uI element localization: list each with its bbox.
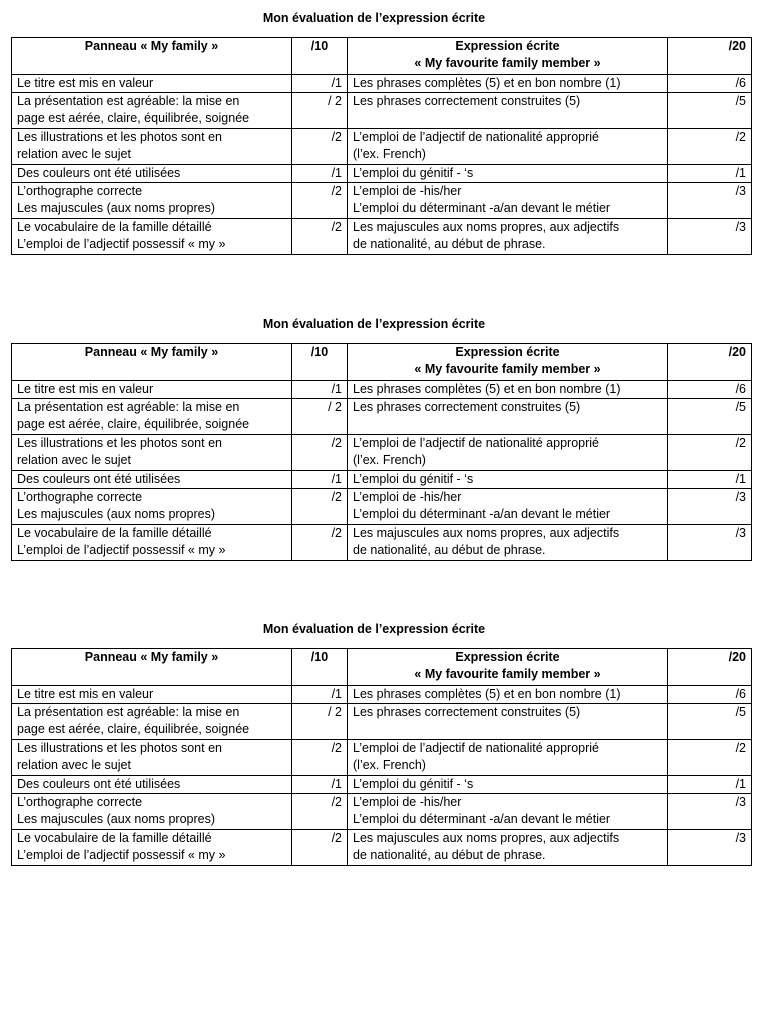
right-header: [348, 344, 668, 381]
evaluation-table: [11, 343, 752, 561]
criterion-line: Les illustrations et les photos sont en: [17, 741, 222, 755]
criterion-line: page est aérée, claire, équilibrée, soignée: [17, 111, 250, 125]
criterion-line: page est aérée, claire, équilibrée, soignée: [17, 417, 250, 431]
criterion-line: La présentation est agréable: la mise en: [17, 705, 240, 719]
right-score: /5: [668, 704, 752, 740]
table-row: [12, 740, 752, 776]
left-criterion: [12, 489, 292, 525]
right-header-line: « My favourite family member »: [414, 362, 601, 376]
left-header: Panneau « My family »: [12, 38, 292, 75]
criterion-line: (l’ex. French): [353, 758, 426, 772]
criterion-line: L’orthographe correcte: [17, 490, 143, 504]
right-criterion: [348, 704, 668, 740]
table-row: [12, 471, 752, 489]
criterion-line: Les majuscules aux noms propres, aux adjectifs: [353, 220, 620, 234]
header-row: [12, 38, 752, 75]
left-header: Panneau « My family »: [12, 344, 292, 381]
criterion-line: L’emploi du génitif - ‘s: [353, 472, 474, 486]
right-total: /20: [668, 38, 752, 75]
criterion-line: La présentation est agréable: la mise en: [17, 94, 240, 108]
left-criterion: [12, 183, 292, 219]
table-row: [12, 165, 752, 183]
criterion-line: Les illustrations et les photos sont en: [17, 130, 222, 144]
criterion-line: relation avec le sujet: [17, 453, 131, 467]
left-criterion: [12, 129, 292, 165]
criterion-line: Le vocabulaire de la famille détaillé: [17, 220, 212, 234]
left-criterion: [12, 525, 292, 561]
criterion-line: Des couleurs ont été utilisées: [17, 777, 181, 791]
right-score: /1: [668, 776, 752, 794]
left-criterion: [12, 704, 292, 740]
table-row: [12, 381, 752, 399]
criterion-line: Les illustrations et les photos sont en: [17, 436, 222, 450]
right-criterion: [348, 489, 668, 525]
right-score: /6: [668, 381, 752, 399]
criterion-line: L’emploi du déterminant -a/an devant le métier: [353, 201, 611, 215]
left-criterion: [12, 75, 292, 93]
left-total: /10: [292, 344, 348, 381]
left-criterion: [12, 435, 292, 471]
left-criterion: [12, 93, 292, 129]
criterion-line: Des couleurs ont été utilisées: [17, 472, 181, 486]
right-criterion: [348, 471, 668, 489]
criterion-line: Les majuscules (aux noms propres): [17, 201, 215, 215]
criterion-line: Les phrases complètes (5) et en bon nombre (1): [353, 76, 621, 90]
right-criterion: [348, 525, 668, 561]
table-row: [12, 75, 752, 93]
table-row: [12, 704, 752, 740]
left-criterion: [12, 399, 292, 435]
table-row: [12, 399, 752, 435]
right-score: /1: [668, 471, 752, 489]
left-score: /2: [292, 183, 348, 219]
right-criterion: [348, 794, 668, 830]
evaluation-table: [11, 37, 752, 255]
table-row: [12, 183, 752, 219]
left-score: /1: [292, 686, 348, 704]
table-row: [12, 489, 752, 525]
left-criterion: [12, 471, 292, 489]
right-criterion: [348, 399, 668, 435]
left-criterion: [12, 381, 292, 399]
right-criterion: [348, 93, 668, 129]
criterion-line: La présentation est agréable: la mise en: [17, 400, 240, 414]
right-score: /6: [668, 686, 752, 704]
criterion-line: L’emploi de -his/her: [353, 795, 462, 809]
left-criterion: [12, 740, 292, 776]
right-total: /20: [668, 344, 752, 381]
right-criterion: [348, 740, 668, 776]
criterion-line: Les phrases correctement construites (5): [353, 400, 581, 414]
header-row: [12, 649, 752, 686]
table-row: [12, 435, 752, 471]
right-criterion: [348, 381, 668, 399]
criterion-line: (l’ex. French): [353, 147, 426, 161]
criterion-line: Le vocabulaire de la famille détaillé: [17, 831, 212, 845]
right-score: /6: [668, 75, 752, 93]
left-criterion: [12, 219, 292, 255]
left-score: /2: [292, 489, 348, 525]
left-total: /10: [292, 38, 348, 75]
block-title: Mon évaluation de l’expression écrite: [262, 317, 486, 331]
table-row: [12, 776, 752, 794]
right-criterion: [348, 830, 668, 866]
criterion-line: L’emploi de l’adjectif possessif « my »: [17, 543, 226, 557]
criterion-line: Le titre est mis en valeur: [17, 687, 154, 701]
table-row: [12, 794, 752, 830]
criterion-line: L’emploi de l’adjectif de nationalité approprié: [353, 436, 599, 450]
criterion-line: Le vocabulaire de la famille détaillé: [17, 526, 212, 540]
right-score: /1: [668, 165, 752, 183]
right-score: /2: [668, 740, 752, 776]
right-score: /3: [668, 794, 752, 830]
table-row: [12, 93, 752, 129]
criterion-line: L’emploi de l’adjectif possessif « my »: [17, 237, 226, 251]
left-score: /2: [292, 740, 348, 776]
criterion-line: L’emploi de -his/her: [353, 490, 462, 504]
right-score: /3: [668, 183, 752, 219]
right-criterion: [348, 129, 668, 165]
criterion-line: Le titre est mis en valeur: [17, 382, 154, 396]
right-header-line: « My favourite family member »: [414, 56, 601, 70]
right-criterion: [348, 75, 668, 93]
right-score: /3: [668, 830, 752, 866]
left-score: /2: [292, 525, 348, 561]
criterion-line: Les majuscules aux noms propres, aux adjectifs: [353, 831, 620, 845]
right-criterion: [348, 183, 668, 219]
left-score: /2: [292, 219, 348, 255]
left-score: /2: [292, 435, 348, 471]
right-header-line: Expression écrite: [455, 345, 560, 359]
criterion-line: Les phrases correctement construites (5): [353, 705, 581, 719]
left-score: /1: [292, 776, 348, 794]
criterion-line: Les majuscules (aux noms propres): [17, 812, 215, 826]
criterion-line: relation avec le sujet: [17, 147, 131, 161]
right-criterion: [348, 686, 668, 704]
right-score: /3: [668, 489, 752, 525]
left-score: / 2: [292, 93, 348, 129]
evaluation-table: [11, 648, 752, 866]
right-score: /5: [668, 93, 752, 129]
criterion-line: L’orthographe correcte: [17, 184, 143, 198]
criterion-line: (l’ex. French): [353, 453, 426, 467]
table-row: [12, 219, 752, 255]
right-criterion: [348, 165, 668, 183]
left-criterion: [12, 830, 292, 866]
table-row: [12, 686, 752, 704]
left-criterion: [12, 794, 292, 830]
table-row: [12, 129, 752, 165]
left-criterion: [12, 165, 292, 183]
right-header: [348, 38, 668, 75]
criterion-line: L’emploi de l’adjectif de nationalité approprié: [353, 741, 599, 755]
criterion-line: L’emploi du génitif - ‘s: [353, 777, 474, 791]
right-criterion: [348, 219, 668, 255]
criterion-line: Le titre est mis en valeur: [17, 76, 154, 90]
right-score: /3: [668, 525, 752, 561]
left-score: / 2: [292, 399, 348, 435]
table-row: [12, 525, 752, 561]
left-score: /2: [292, 830, 348, 866]
left-score: /2: [292, 129, 348, 165]
criterion-line: L’emploi de l’adjectif de nationalité approprié: [353, 130, 599, 144]
block-title: Mon évaluation de l’expression écrite: [262, 622, 486, 636]
left-total: /10: [292, 649, 348, 686]
right-total: /20: [668, 649, 752, 686]
criterion-line: L’emploi du génitif - ‘s: [353, 166, 474, 180]
right-header-line: « My favourite family member »: [414, 667, 601, 681]
criterion-line: page est aérée, claire, équilibrée, soignée: [17, 722, 250, 736]
right-score: /3: [668, 219, 752, 255]
criterion-line: Les phrases complètes (5) et en bon nombre (1): [353, 687, 621, 701]
criterion-line: L’emploi de -his/her: [353, 184, 462, 198]
criterion-line: de nationalité, au début de phrase.: [353, 237, 546, 251]
left-score: /1: [292, 381, 348, 399]
criterion-line: L’orthographe correcte: [17, 795, 143, 809]
right-header-line: Expression écrite: [455, 650, 560, 664]
left-score: /1: [292, 471, 348, 489]
right-score: /5: [668, 399, 752, 435]
right-criterion: [348, 435, 668, 471]
right-score: /2: [668, 435, 752, 471]
right-header: [348, 649, 668, 686]
left-score: /1: [292, 75, 348, 93]
criterion-line: relation avec le sujet: [17, 758, 131, 772]
criterion-line: Les majuscules (aux noms propres): [17, 507, 215, 521]
criterion-line: Des couleurs ont été utilisées: [17, 166, 181, 180]
criterion-line: Les phrases complètes (5) et en bon nombre (1): [353, 382, 621, 396]
criterion-line: L’emploi de l’adjectif possessif « my »: [17, 848, 226, 862]
block-title: Mon évaluation de l’expression écrite: [262, 11, 486, 25]
header-row: [12, 344, 752, 381]
left-score: /1: [292, 165, 348, 183]
table-row: [12, 830, 752, 866]
left-header: Panneau « My family »: [12, 649, 292, 686]
criterion-line: Les majuscules aux noms propres, aux adjectifs: [353, 526, 620, 540]
criterion-line: de nationalité, au début de phrase.: [353, 543, 546, 557]
left-criterion: [12, 776, 292, 794]
criterion-line: de nationalité, au début de phrase.: [353, 848, 546, 862]
left-criterion: [12, 686, 292, 704]
criterion-line: L’emploi du déterminant -a/an devant le métier: [353, 812, 611, 826]
left-score: / 2: [292, 704, 348, 740]
criterion-line: Les phrases correctement construites (5): [353, 94, 581, 108]
right-criterion: [348, 776, 668, 794]
right-header-line: Expression écrite: [455, 39, 560, 53]
left-score: /2: [292, 794, 348, 830]
criterion-line: L’emploi du déterminant -a/an devant le métier: [353, 507, 611, 521]
right-score: /2: [668, 129, 752, 165]
